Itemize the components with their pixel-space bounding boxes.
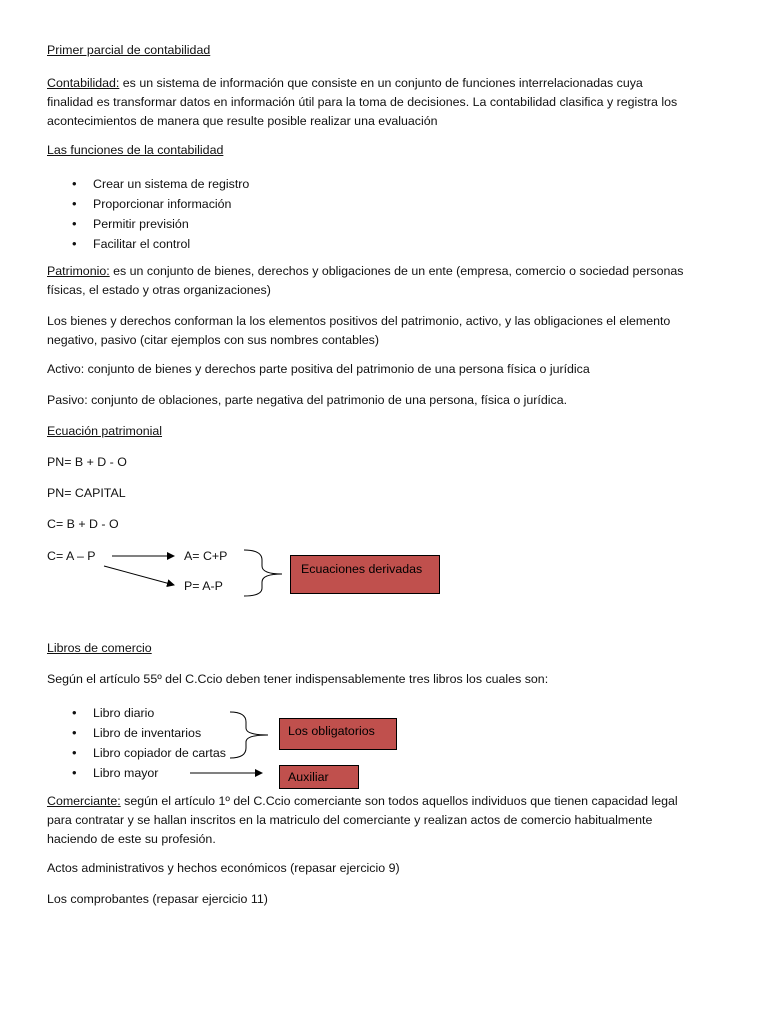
arrow-to-p-equation: [104, 566, 174, 585]
comprobantes-line: Los comprobantes (repasar ejercicio 11): [47, 892, 268, 906]
equation-derived-p: P= A-P: [184, 579, 223, 593]
list-item: • Libro copiador de cartas: [72, 745, 226, 760]
bullet-icon: •: [72, 196, 77, 211]
equation-pn-bdo: PN= B + D - O: [47, 455, 127, 469]
comerciante-line-1: según el artículo 1º del C.Ccio comerciante son todos aquellos individuos que tienen capacidad legal: [120, 794, 678, 808]
contabilidad-term: Contabilidad:: [47, 76, 120, 90]
bullet-icon: •: [72, 216, 77, 231]
pasivo-definition: Pasivo: conjunto de oblaciones, parte negativa del patrimonio de una persona, física o jurídica.: [47, 393, 568, 407]
patrimonio-line-1: es un conjunto de bienes, derechos y obligaciones de un ente (empresa, comercio o sociedad personas: [109, 264, 684, 278]
equation-derived-a: A= C+P: [184, 549, 228, 563]
list-item: • Proporcionar información: [72, 196, 232, 211]
bullet-icon: •: [72, 705, 77, 720]
list-item: • Permitir previsión: [72, 216, 189, 231]
patrimonio-term: Patrimonio:: [47, 264, 110, 278]
activo-definition: Activo: conjunto de bienes y derechos parte positiva del patrimonio de una persona física o jurídica: [47, 362, 590, 376]
funciones-heading: Las funciones de la contabilidad: [47, 143, 224, 157]
actos-line: Actos administrativos y hechos económicos (repasar ejercicio 9): [47, 861, 400, 875]
ecuaciones-derivadas-label: Ecuaciones derivadas: [301, 562, 423, 576]
bullet-icon: •: [72, 745, 77, 760]
comerciante-term: Comerciante:: [47, 794, 121, 808]
bullet-icon: •: [72, 725, 77, 740]
contabilidad-line-1: es un sistema de información que consiste en un conjunto de funciones interrelacionadas cuya: [119, 76, 643, 90]
list-item: • Crear un sistema de registro: [72, 176, 250, 191]
page-title: Primer parcial de contabilidad: [47, 43, 211, 57]
contabilidad-line-2: finalidad es transformar datos en información útil para la toma de decisiones. La contabilidad clasifica y registra los: [47, 95, 678, 109]
list-item: • Libro diario: [72, 705, 155, 720]
bienes-line-1: Los bienes y derechos conforman la los elementos positivos del patrimonio, activo, y las obligaciones el elemento: [47, 314, 671, 328]
comerciante-line-2: para contratar y se hallan inscritos en la matriculo del comerciante y realizan actos de comercio habitualmente: [47, 813, 653, 827]
bullet-icon: •: [72, 765, 77, 780]
bullet-icon: •: [72, 236, 77, 251]
contabilidad-line-3: acontecimientos de manera que resulte posible realizar una evaluación: [47, 114, 438, 128]
brace-icon: [244, 550, 282, 596]
ecuacion-heading: Ecuación patrimonial: [47, 424, 163, 438]
libros-heading: Libros de comercio: [47, 641, 152, 655]
bienes-line-2: negativo, pasivo (citar ejemplos con sus nombres contables): [47, 333, 379, 347]
list-item: • Libro mayor: [72, 765, 159, 780]
list-item: • Libro de inventarios: [72, 725, 202, 740]
obligatorios-label: Los obligatorios: [288, 724, 375, 738]
patrimonio-line-2: físicas, el estado y otras organizaciones): [47, 283, 271, 297]
brace-icon: [230, 712, 268, 758]
equation-pn-capital: PN= CAPITAL: [47, 486, 126, 500]
bullet-icon: •: [72, 176, 77, 191]
libros-intro: Según el artículo 55º del C.Ccio deben tener indispensablemente tres libros los cuales son:: [47, 672, 549, 686]
equation-c-bdo: C= B + D - O: [47, 517, 119, 531]
comerciante-line-3: haciendo de este su profesión.: [47, 832, 216, 846]
list-item: • Facilitar el control: [72, 236, 191, 251]
equation-c-ap: C= A – P: [47, 549, 96, 563]
auxiliar-label: Auxiliar: [288, 770, 329, 784]
